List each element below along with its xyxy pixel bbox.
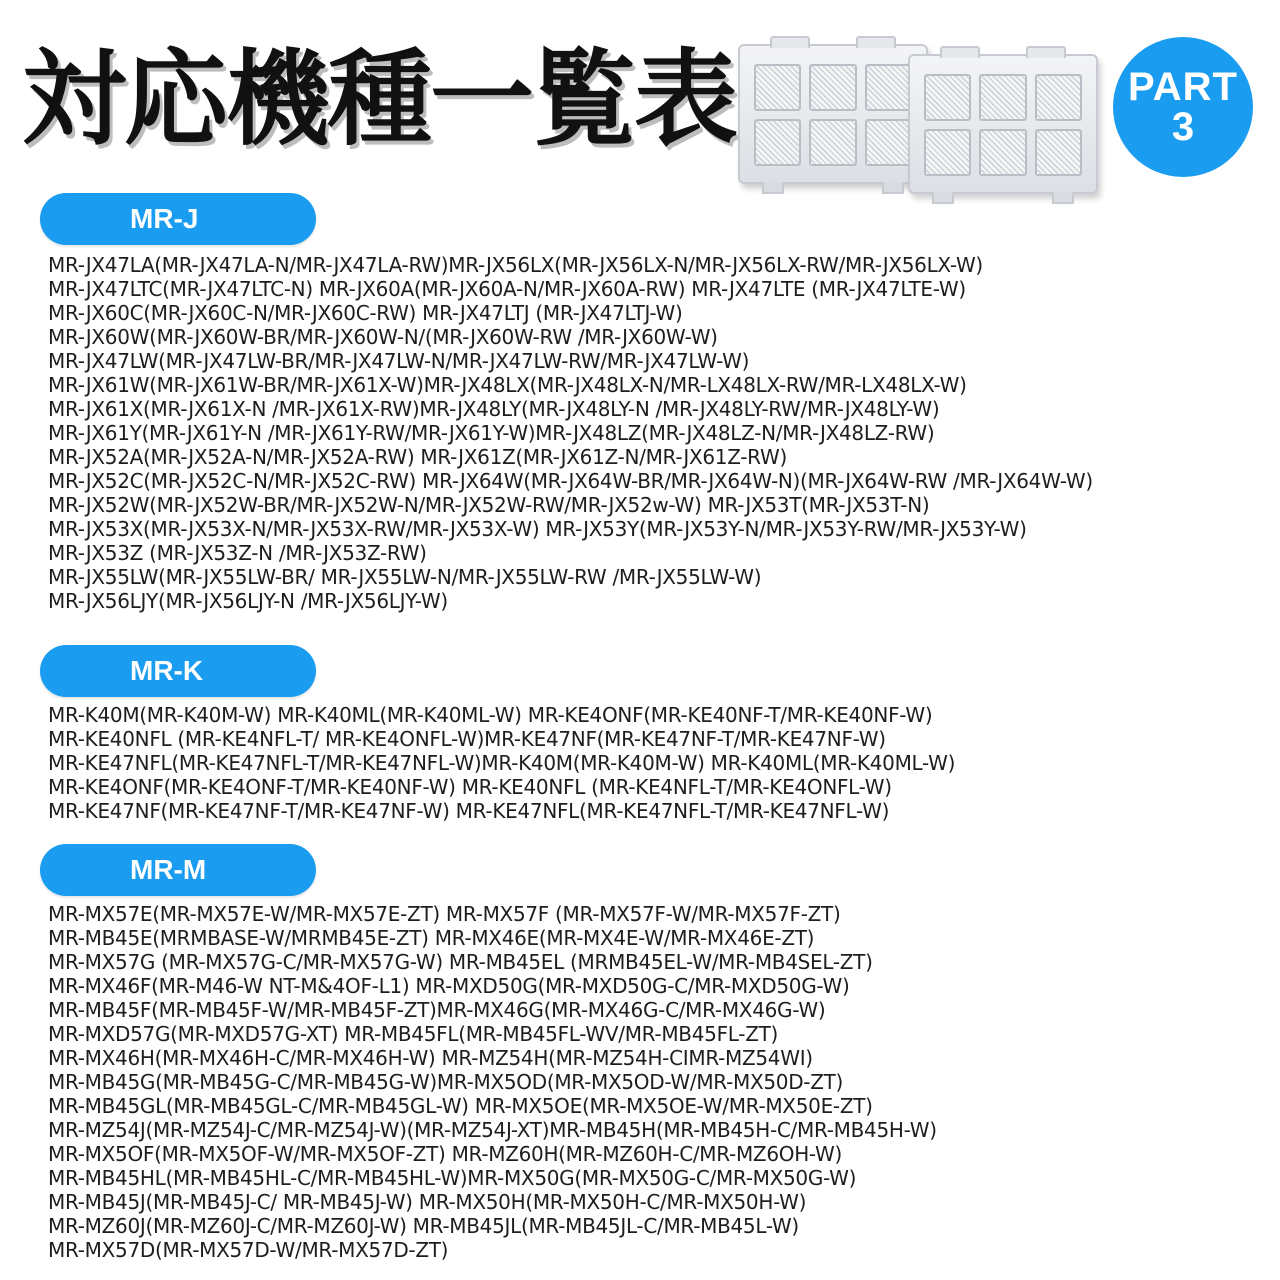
model-line: MR-JX53Z (MR-JX53Z-N /MR-JX53Z-RW): [48, 541, 427, 565]
page-title: 対応機種一覧表: [22, 38, 737, 160]
model-line: MR-KE4ONF(MR-KE4ONF-T/MR-KE40NF-W) MR-KE40NFL (MR-KE4NFL-T/MR-KE4ONFL-W): [48, 775, 892, 799]
model-line: MR-MX46H(MR-MX46H-C/MR-MX46H-W) MR-MZ54H(MR-MZ54H-CIMR-MZ54WI): [48, 1046, 813, 1070]
model-line: MR-MZ54J(MR-MZ54J-C/MR-MZ54J-W)(MR-MZ54J-XT)MR-MB45H(MR-MB45H-C/MR-MB45H-W): [48, 1118, 937, 1142]
model-line: MR-JX61W(MR-JX61W-BR/MR-JX61X-W)MR-JX48LX(MR-JX48LX-N/MR-LX48LX-RW/MR-LX48LX-W): [48, 373, 967, 397]
model-line: MR-MX57D(MR-MX57D-W/MR-MX57D-ZT): [48, 1238, 449, 1262]
model-line: MR-MXD57G(MR-MXD57G-XT) MR-MB45FL(MR-MB45FL-WV/MR-MB45FL-ZT): [48, 1022, 779, 1046]
model-line: MR-MX5OF(MR-MX5OF-W/MR-MX5OF-ZT) MR-MZ60H(MR-MZ60H-C/MR-MZ6OH-W): [48, 1142, 843, 1166]
model-list-mr-k: [48, 703, 1258, 823]
model-line: MR-MZ60J(MR-MZ60J-C/MR-MZ60J-W) MR-MB45JL(MR-MB45JL-C/MR-MB45L-W): [48, 1214, 799, 1238]
model-line: MR-JX47LTC(MR-JX47LTC-N) MR-JX60A(MR-JX60A-N/MR-JX60A-RW) MR-JX47LTE (MR-JX47LTE-W): [48, 277, 966, 301]
model-line: MR-JX61Y(MR-JX61Y-N /MR-JX61Y-RW/MR-JX61Y-W)MR-JX48LZ(MR-JX48LZ-N/MR-JX48LZ-RW): [48, 421, 935, 445]
model-line: MR-MX57G (MR-MX57G-C/MR-MX57G-W) MR-MB45EL (MRMB45EL-W/MR-MB4SEL-ZT): [48, 950, 873, 974]
model-line: MR-MB45HL(MR-MB45HL-C/MR-MB45HL-W)MR-MX50G(MR-MX50G-C/MR-MX50G-W): [48, 1166, 857, 1190]
filter-cartridge-back: [738, 44, 928, 184]
filter-product-image: [736, 24, 1116, 194]
model-line: MR-MB45J(MR-MB45J-C/ MR-MB45J-W) MR-MX50H(MR-MX50H-C/MR-MX50H-W): [48, 1190, 807, 1214]
model-line: MR-JX55LW(MR-JX55LW-BR/ MR-JX55LW-N/MR-JX55LW-RW /MR-JX55LW-W): [48, 565, 762, 589]
model-line: MR-KE47NF(MR-KE47NF-T/MR-KE47NF-W) MR-KE47NFL(MR-KE47NFL-T/MR-KE47NFL-W): [48, 799, 890, 823]
part-badge-label: PART: [1128, 65, 1238, 109]
model-line: MR-JX60W(MR-JX60W-BR/MR-JX60W-N/(MR-JX60W-RW /MR-JX60W-W): [48, 325, 718, 349]
model-line: MR-JX53X(MR-JX53X-N/MR-JX53X-RW/MR-JX53X-W) MR-JX53Y(MR-JX53Y-N/MR-JX53Y-RW/MR-JX53Y-W): [48, 517, 1027, 541]
model-line: MR-MB45G(MR-MB45G-C/MR-MB45G-W)MR-MX5OD(MR-MX5OD-W/MR-MX50D-ZT): [48, 1070, 844, 1094]
model-line: MR-KE47NFL(MR-KE47NFL-T/MR-KE47NFL-W)MR-K40M(MR-K40M-W) MR-K40ML(MR-K40ML-W): [48, 751, 956, 775]
section-label-mr-m: MR-M: [40, 844, 316, 896]
part-badge: [1113, 37, 1253, 177]
model-line: MR-JX47LA(MR-JX47LA-N/MR-JX47LA-RW)MR-JX56LX(MR-JX56LX-N/MR-JX56LX-RW/MR-JX56LX-W): [48, 253, 983, 277]
model-line: MR-MB45F(MR-MB45F-W/MR-MB45F-ZT)MR-MX46G(MR-MX46G-C/MR-MX46G-W): [48, 998, 826, 1022]
model-line: MR-MB45E(MRMBASE-W/MRMB45E-ZT) MR-MX46E(MR-MX4E-W/MR-MX46E-ZT): [48, 926, 815, 950]
filter-cartridge-front: [908, 54, 1098, 194]
model-line: MR-JX52W(MR-JX52W-BR/MR-JX52W-N/MR-JX52W-RW/MR-JX52w-W) MR-JX53T(MR-JX53T-N): [48, 493, 930, 517]
part-badge-number: 3: [1171, 105, 1195, 149]
model-line: MR-JX56LJY(MR-JX56LJY-N /MR-JX56LJY-W): [48, 589, 448, 613]
model-line: MR-JX60C(MR-JX60C-N/MR-JX60C-RW) MR-JX47LTJ (MR-JX47LTJ-W): [48, 301, 683, 325]
model-line: MR-K40M(MR-K40M-W) MR-K40ML(MR-K40ML-W) MR-KE4ONF(MR-KE40NF-T/MR-KE40NF-W): [48, 703, 933, 727]
model-list-mr-j: [48, 253, 1258, 613]
model-line: MR-JX61X(MR-JX61X-N /MR-JX61X-RW)MR-JX48LY(MR-JX48LY-N /MR-JX48LY-RW/MR-JX48LY-W): [48, 397, 940, 421]
model-line: MR-JX47LW(MR-JX47LW-BR/MR-JX47LW-N/MR-JX47LW-RW/MR-JX47LW-W): [48, 349, 750, 373]
model-line: MR-KE40NFL (MR-KE4NFL-T/ MR-KE4ONFL-W)MR-KE47NF(MR-KE47NF-T/MR-KE47NF-W): [48, 727, 886, 751]
model-line: MR-MX57E(MR-MX57E-W/MR-MX57E-ZT) MR-MX57F (MR-MX57F-W/MR-MX57F-ZT): [48, 902, 841, 926]
model-line: MR-JX52A(MR-JX52A-N/MR-JX52A-RW) MR-JX61Z(MR-JX61Z-N/MR-JX61Z-RW): [48, 445, 787, 469]
model-list-mr-m: [48, 902, 1258, 1262]
section-label-mr-k: MR-K: [40, 645, 316, 697]
section-label-mr-j: MR-J: [40, 193, 316, 245]
model-line: MR-MX46F(MR-M46-W NT-M&4OF-L1) MR-MXD50G(MR-MXD50G-C/MR-MXD50G-W): [48, 974, 850, 998]
model-line: MR-MB45GL(MR-MB45GL-C/MR-MB45GL-W) MR-MX5OE(MR-MX5OE-W/MR-MX50E-ZT): [48, 1094, 873, 1118]
model-line: MR-JX52C(MR-JX52C-N/MR-JX52C-RW) MR-JX64W(MR-JX64W-BR/MR-JX64W-N)(MR-JX64W-RW /MR-JX64W-W): [48, 469, 1093, 493]
